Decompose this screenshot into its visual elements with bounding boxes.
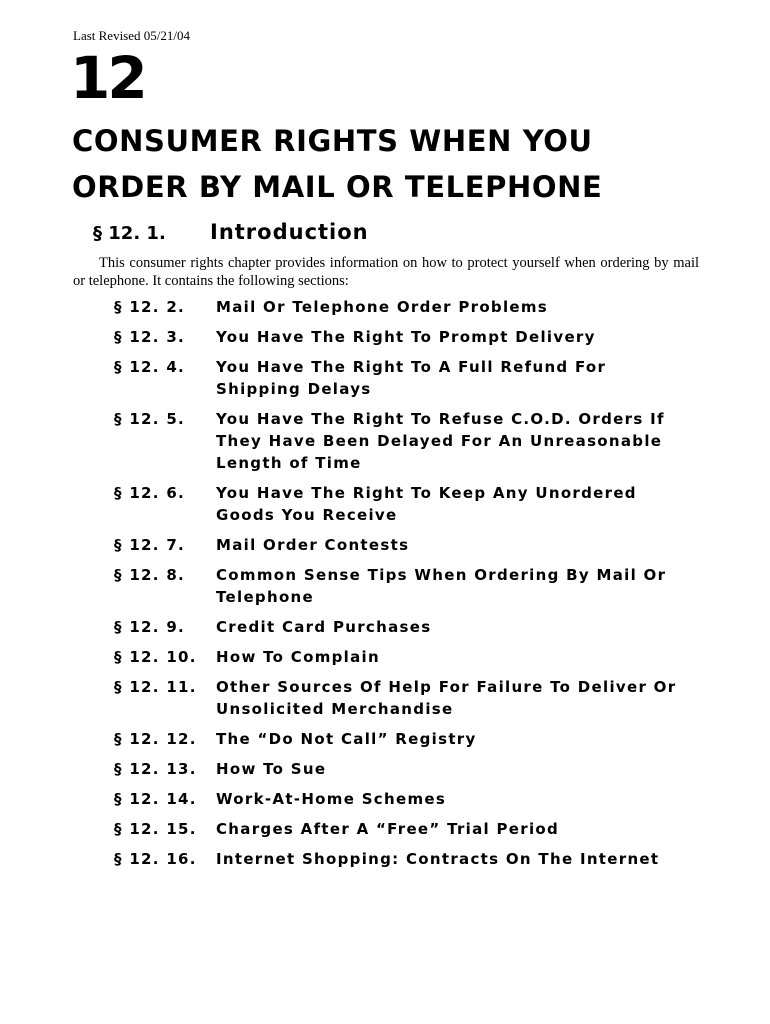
toc-item-title: Work-At-Home Schemes: [216, 790, 447, 808]
toc-item-title: Other Sources Of Help For Failure To Deliver Or Unsolicited Merchandise: [216, 678, 677, 718]
toc-item: [114, 728, 714, 750]
toc-item-number: § 12. 6.: [114, 484, 186, 502]
toc-item: [114, 676, 714, 720]
toc-item-number: § 12. 13.: [114, 760, 197, 778]
chapter-title: [72, 118, 752, 210]
intro-paragraph: This consumer rights chapter provides information on how to protect yourself when ordering by mail or telephone. It contains the following sections:: [73, 255, 699, 289]
chapter-title-line-1: CONSUMER RIGHTS WHEN YOU: [72, 124, 593, 158]
toc-item: [114, 758, 714, 780]
section-title: Introduction: [210, 220, 369, 244]
toc-item-title: Charges After A “Free” Trial Period: [216, 820, 560, 838]
toc-item: [114, 534, 714, 556]
toc-item-number: § 12. 12.: [114, 730, 197, 748]
toc-item: [114, 848, 714, 870]
toc-item-number: § 12. 9.: [114, 618, 186, 636]
toc-item: [114, 326, 714, 348]
toc-item: [114, 356, 714, 400]
last-revised-date: Last Revised 05/21/04: [73, 28, 190, 43]
toc-item-title: How To Complain: [216, 648, 380, 666]
toc-item-title: You Have The Right To Keep Any Unordered Goods You Receive: [216, 484, 637, 524]
toc-item: [114, 482, 714, 526]
toc-item-title: Mail Order Contests: [216, 536, 410, 554]
toc-item-title: Credit Card Purchases: [216, 618, 432, 636]
toc-item: [114, 646, 714, 668]
toc-item-title: You Have The Right To Prompt Delivery: [216, 328, 596, 346]
section-heading: [93, 217, 369, 249]
toc-item-title: Common Sense Tips When Ordering By Mail Or Telephone: [216, 566, 667, 606]
section-list: [114, 296, 714, 878]
toc-item-number: § 12. 10.: [114, 648, 197, 666]
toc-item: [114, 788, 714, 810]
toc-item-title: Internet Shopping: Contracts On The Internet: [216, 850, 660, 868]
toc-item-title: How To Sue: [216, 760, 327, 778]
toc-item-number: § 12. 14.: [114, 790, 197, 808]
toc-item-number: § 12. 5.: [114, 410, 186, 428]
toc-item-number: § 12. 15.: [114, 820, 197, 838]
toc-item: [114, 616, 714, 638]
toc-item-number: § 12. 16.: [114, 850, 197, 868]
chapter-title-line-2: ORDER BY MAIL OR TELEPHONE: [72, 170, 603, 204]
toc-item-number: § 12. 2.: [114, 298, 186, 316]
toc-item-number: § 12. 7.: [114, 536, 186, 554]
toc-item: [114, 296, 714, 318]
toc-item-title: You Have The Right To A Full Refund For Shipping Delays: [216, 358, 607, 398]
toc-item: [114, 818, 714, 840]
toc-item-number: § 12. 4.: [114, 358, 186, 376]
toc-item-title: You Have The Right To Refuse C.O.D. Orders If They Have Been Delayed For An Unreasonable Length of Time: [216, 410, 665, 472]
chapter-number: 12: [70, 44, 145, 112]
section-number: § 12. 1.: [93, 223, 166, 244]
toc-item-number: § 12. 11.: [114, 678, 197, 696]
toc-item: [114, 564, 714, 608]
toc-item-title: Mail Or Telephone Order Problems: [216, 298, 549, 316]
toc-item-number: § 12. 8.: [114, 566, 186, 584]
toc-item-title: The “Do Not Call” Registry: [216, 730, 477, 748]
toc-item: [114, 408, 714, 474]
toc-item-number: § 12. 3.: [114, 328, 186, 346]
